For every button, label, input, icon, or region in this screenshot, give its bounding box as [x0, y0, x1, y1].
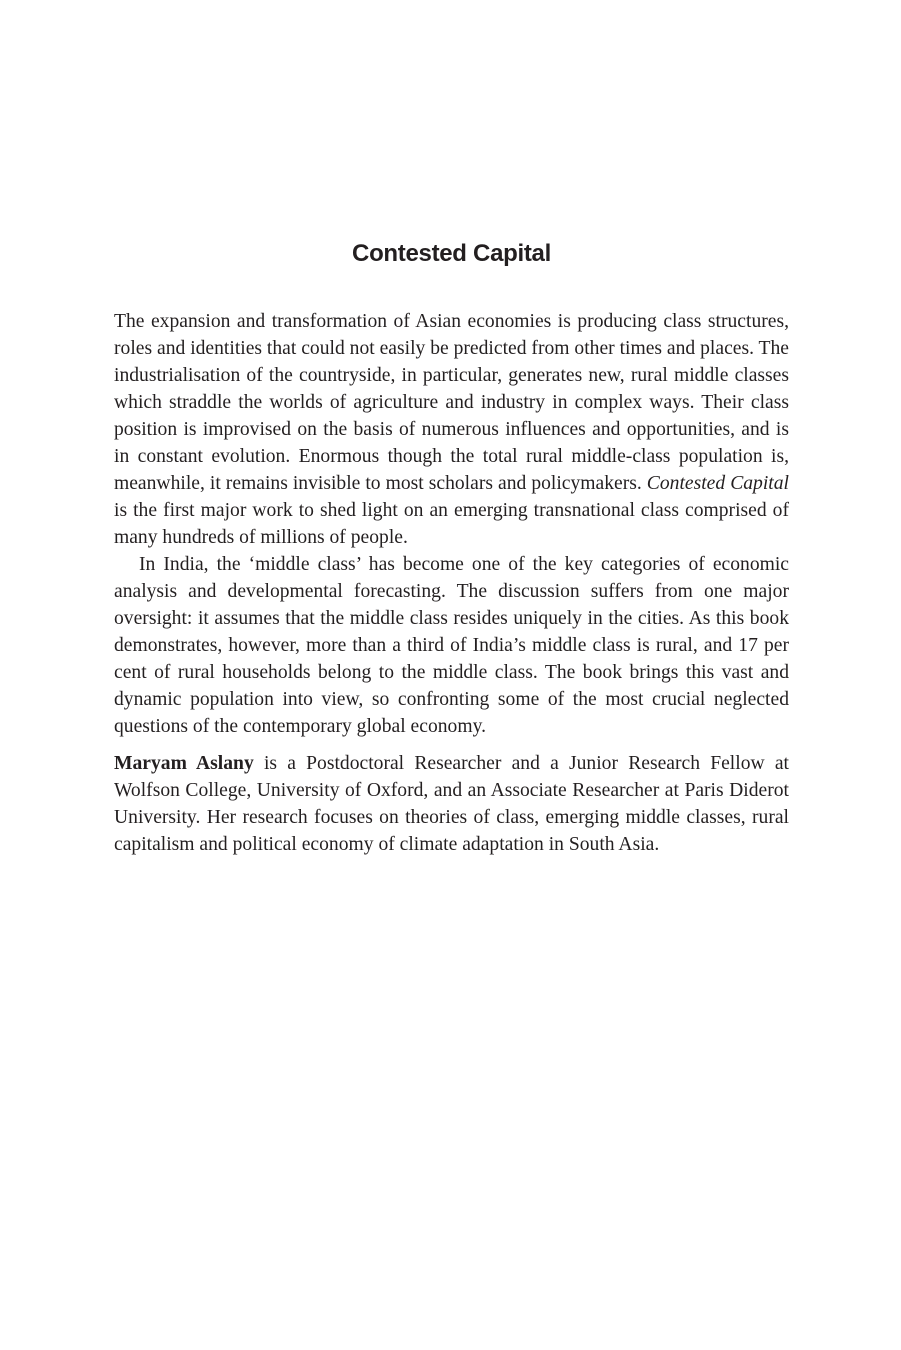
description-paragraph-2: In India, the ‘middle class’ has become one of the key categories of economic analysis and developmental forecasting. The discussion suffers from one major oversight: it assumes that the middle class resides uniquely in the cities. As this book demonstrates, however, more than a third of India’s middle class is rural, and 17 per cent of rural households belong to the middle class. The book brings this vast and dynamic population into view, so confronting some of the most crucial neglected questions of the contemporary global economy. — [114, 554, 789, 737]
description-paragraph-1-part2: is the first major work to shed light on an emerging transnational class comprised of many hundreds of millions of people. — [114, 500, 789, 548]
book-title: Contested Capital — [352, 240, 551, 267]
description-paragraph-1 — [114, 308, 789, 551]
author-name: Maryam Aslany — [114, 753, 254, 774]
blurb-body — [114, 308, 789, 858]
author-bio — [114, 750, 789, 858]
book-title-italic: Contested Capital — [646, 473, 789, 494]
book-blurb-page — [114, 236, 789, 858]
description-paragraph-1-part1: The expansion and transformation of Asian economies is producing class structures, roles and identities that could not easily be predicted from other times and places. The industrialisation of the countryside, in particular, generates new, rural middle classes which straddle the worlds of agriculture and industry in complex ways. Their class position is improvised on the basis of numerous influences and opportunities, and is in constant evolution. Enormous though the total rural middle-class population is, meanwhile, it remains invisible to most scholars and policymakers. — [114, 311, 789, 494]
author-bio-text: is a Postdoctoral Researcher and a Junior Research Fellow at Wolfson College, University of Oxford, and an Associate Researcher at Paris Diderot University. Her research focuses on theories of class, emerging middle classes, rural capitalism and political economy of climate adaptation in South Asia. — [114, 753, 789, 855]
